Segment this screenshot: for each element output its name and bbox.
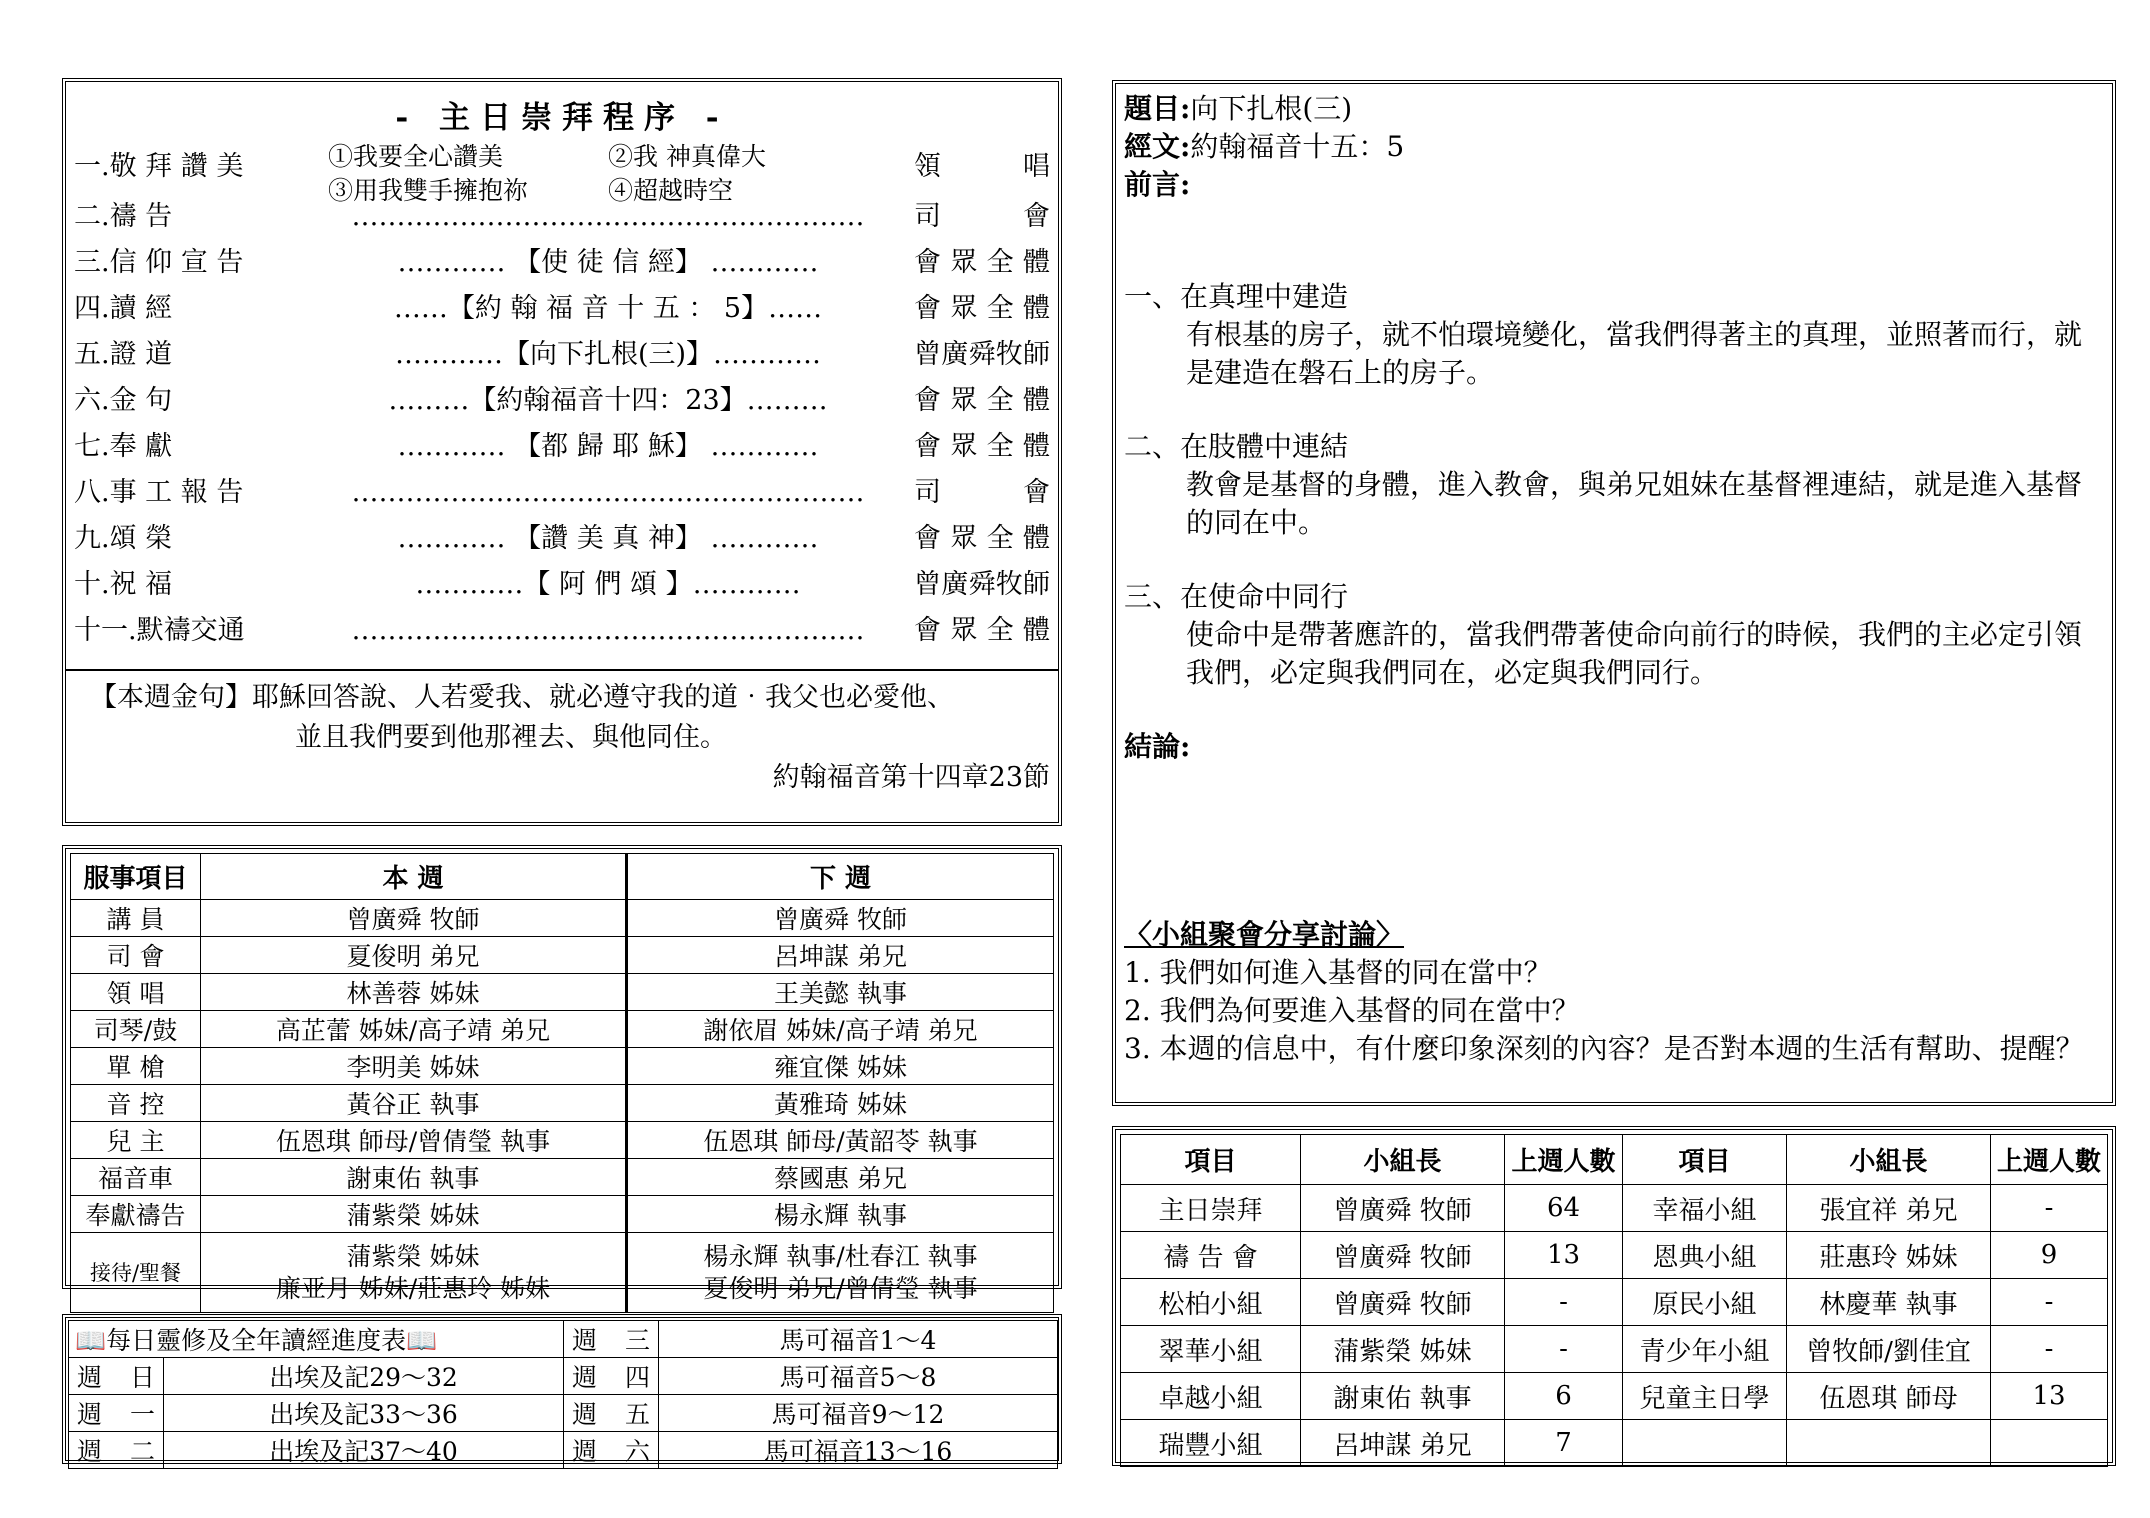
table-row bbox=[69, 1432, 1058, 1469]
group-leader: 張宜祥 弟兄 bbox=[1787, 1185, 1991, 1232]
this-week-cell: 謝東佑 執事 bbox=[201, 1159, 627, 1196]
this-week-cell: 高芷蕾 姊妹/高子靖 弟兄 bbox=[201, 1011, 627, 1048]
verse-reference: 約翰福音第十四章23節 bbox=[772, 762, 1050, 793]
weekly-verse bbox=[90, 678, 1050, 798]
reading-passage: 馬可福音1～4 bbox=[659, 1321, 1058, 1358]
order-item-leader: 會眾全體 bbox=[914, 523, 1050, 554]
table-row bbox=[71, 1011, 1054, 1048]
point-title: 三、在使命中同行 bbox=[1124, 580, 1349, 613]
verse-line-1: 【本週金句】耶穌回答說、人若愛我、就必遵守我的道‧我父也必愛他、 bbox=[90, 682, 954, 713]
order-item-detail: ……【約 翰 福 音 十 五 ： 5】…… bbox=[393, 293, 823, 324]
group-leader: 呂坤謀 弟兄 bbox=[1301, 1420, 1505, 1467]
table-row bbox=[71, 974, 1054, 1011]
order-item-leader: 會眾全體 bbox=[914, 247, 1050, 278]
group-name: 主日崇拜 bbox=[1121, 1185, 1301, 1232]
sermon-conclusion bbox=[1124, 728, 1190, 766]
verse-line-2: 並且我們要到他那裡去、與他同住。 bbox=[295, 722, 727, 753]
order-item-name: 七.奉 獻 bbox=[74, 431, 173, 462]
group-name: 兒童主日學 bbox=[1623, 1373, 1787, 1420]
this-week-cell: 黃谷正 執事 bbox=[201, 1085, 627, 1122]
column-header: 項目 bbox=[1623, 1135, 1787, 1185]
group-name: 禱 告 會 bbox=[1121, 1232, 1301, 1279]
order-item-detail: ………【約翰福音十四：23】……… bbox=[388, 385, 828, 416]
table-row bbox=[69, 1321, 1058, 1358]
order-item-name: 一.敬 拜 讚 美 bbox=[74, 151, 244, 182]
hospitality-this-week-2: 廉亚月 姊妹/莊惠玲 姊妹 bbox=[275, 1273, 551, 1303]
sermon-scripture bbox=[1124, 128, 1404, 166]
order-item-leader: 會眾全體 bbox=[914, 431, 1050, 462]
topic-label: 題目: bbox=[1124, 92, 1191, 125]
order-item-name: 十一.默禱交通 bbox=[74, 615, 245, 646]
order-item-name: 四.讀 經 bbox=[74, 293, 173, 324]
next-week-cell: 呂坤謀 弟兄 bbox=[627, 937, 1054, 974]
table-row bbox=[71, 1159, 1054, 1196]
sermon-intro bbox=[1124, 166, 1190, 204]
this-week-cell: 伍恩琪 師母/曾倩瑩 執事 bbox=[201, 1122, 627, 1159]
column-header: 本 週 bbox=[201, 854, 627, 900]
table-row bbox=[71, 937, 1054, 974]
group-name: 卓越小組 bbox=[1121, 1373, 1301, 1420]
table-header-row bbox=[1121, 1135, 2108, 1185]
group-leader: 謝東佑 執事 bbox=[1301, 1373, 1505, 1420]
order-item-leader: 會眾全體 bbox=[914, 615, 1050, 646]
this-week-cell: 林善蓉 姊妹 bbox=[201, 974, 627, 1011]
group-name: 松柏小組 bbox=[1121, 1279, 1301, 1326]
table-row bbox=[1121, 1420, 2108, 1467]
reading-day: 週一 bbox=[69, 1395, 164, 1432]
group-name: 瑞豐小組 bbox=[1121, 1420, 1301, 1467]
group-leader: 曾牧師/劉佳宜 bbox=[1787, 1326, 1991, 1373]
order-item-name: 三.信 仰 宣 告 bbox=[74, 247, 244, 278]
reading-plan-panel bbox=[62, 1314, 1062, 1464]
next-week-cell: 蔡國惠 弟兄 bbox=[627, 1159, 1054, 1196]
group-leader: 林慶華 執事 bbox=[1787, 1279, 1991, 1326]
worship-order-panel bbox=[62, 78, 1062, 826]
role-cell: 司 會 bbox=[71, 937, 201, 974]
order-item bbox=[74, 424, 1050, 470]
order-item-detail: ………… 【讚 美 真 神】 ………… bbox=[397, 523, 819, 554]
attendance: - bbox=[1991, 1326, 2108, 1373]
reading-passage: 馬可福音9～12 bbox=[659, 1395, 1058, 1432]
group-name: 恩典小組 bbox=[1623, 1232, 1787, 1279]
hymn-3: ③用我雙手擁抱祢 bbox=[328, 176, 529, 205]
attendance bbox=[1991, 1420, 2108, 1467]
role-cell: 音 控 bbox=[71, 1085, 201, 1122]
scripture-label: 經文: bbox=[1124, 130, 1191, 163]
column-header: 小組長 bbox=[1787, 1135, 1991, 1185]
column-header: 服事項目 bbox=[71, 854, 201, 900]
hymn-1: ①我要全心讚美 bbox=[328, 142, 504, 171]
next-week-cell: 曾廣舜 牧師 bbox=[627, 900, 1054, 937]
sermon-notes-panel bbox=[1112, 80, 2116, 1106]
reading-day: 週五 bbox=[564, 1395, 659, 1432]
role-cell: 領 唱 bbox=[71, 974, 201, 1011]
discussion-question: 3. 本週的信息中，有什麼印象深刻的內容？是否對本週的生活有幫助、提醒？ bbox=[1124, 1032, 2084, 1065]
reading-day: 週日 bbox=[69, 1358, 164, 1395]
attendance: - bbox=[1505, 1279, 1623, 1326]
next-week-cell: 王美懿 執事 bbox=[627, 974, 1054, 1011]
reading-passage: 馬可福音13～16 bbox=[659, 1432, 1058, 1469]
group-name: 幸福小組 bbox=[1623, 1185, 1787, 1232]
table-row bbox=[69, 1358, 1058, 1395]
role-cell: 單 槍 bbox=[71, 1048, 201, 1085]
intro-label: 前言: bbox=[1124, 168, 1191, 201]
table-row bbox=[1121, 1185, 2108, 1232]
order-item-leader: 司會 bbox=[914, 477, 1050, 508]
reading-passage: 出埃及記37～40 bbox=[164, 1432, 564, 1469]
group-leader: 曾廣舜 牧師 bbox=[1301, 1279, 1505, 1326]
attendance: 13 bbox=[1991, 1373, 2108, 1420]
column-header: 上週人數 bbox=[1991, 1135, 2108, 1185]
hymn-2: ②我 神真偉大 bbox=[608, 142, 766, 171]
point-body: 使命中是帶著應許的，當我們帶著使命向前行的時候，我們的主必定引領我們，必定與我們同在，必定與我們同行。 bbox=[1186, 618, 2083, 689]
order-item bbox=[74, 562, 1050, 608]
table-row bbox=[1121, 1232, 2108, 1279]
order-item bbox=[74, 516, 1050, 562]
hospitality-next-week-2: 夏俊明 弟兄/曾倩瑩 執事 bbox=[703, 1273, 978, 1303]
attendance: 9 bbox=[1991, 1232, 2108, 1279]
order-item-name: 十.祝 福 bbox=[74, 569, 173, 600]
table-row bbox=[1121, 1326, 2108, 1373]
attendance: - bbox=[1991, 1185, 2108, 1232]
scripture-text: 約翰福音十五：5 bbox=[1190, 130, 1405, 163]
order-item-detail: ………………………………………………… bbox=[351, 477, 865, 508]
table-header-row bbox=[71, 854, 1054, 900]
column-header: 上週人數 bbox=[1505, 1135, 1623, 1185]
reading-day: 週二 bbox=[69, 1432, 164, 1469]
reading-plan-table bbox=[68, 1320, 1058, 1469]
reading-day: 週四 bbox=[564, 1358, 659, 1395]
point-title: 一、在真理中建造 bbox=[1124, 280, 1349, 313]
order-item bbox=[74, 194, 1050, 240]
point-body: 有根基的房子，就不怕環境變化，當我們得著主的真理，並照著而行，就是建造在磐石上的房子。 bbox=[1186, 318, 2083, 389]
point-title: 二、在肢體中連結 bbox=[1124, 430, 1349, 463]
attendance: 6 bbox=[1505, 1373, 1623, 1420]
order-item bbox=[74, 240, 1050, 286]
next-week-cell: 謝依眉 姊妹/高子靖 弟兄 bbox=[627, 1011, 1054, 1048]
attendance: - bbox=[1505, 1326, 1623, 1373]
role-cell: 司琴/鼓 bbox=[71, 1011, 201, 1048]
table-row bbox=[1121, 1373, 2108, 1420]
next-week-cell: 雍宜傑 姊妹 bbox=[627, 1048, 1054, 1085]
order-item-name: 五.證 道 bbox=[74, 339, 173, 370]
order-item-detail: ………………………………………………… bbox=[351, 615, 865, 646]
order-item-name: 九.頌 榮 bbox=[74, 523, 173, 554]
group-name: 青少年小組 bbox=[1623, 1326, 1787, 1373]
this-week-cell: 夏俊明 弟兄 bbox=[201, 937, 627, 974]
table-row bbox=[71, 1196, 1054, 1233]
attendance: - bbox=[1991, 1279, 2108, 1326]
group-name: 翠華小組 bbox=[1121, 1326, 1301, 1373]
divider bbox=[66, 669, 1058, 671]
order-item-leader: 司會 bbox=[914, 201, 1050, 232]
group-name bbox=[1623, 1420, 1787, 1467]
this-week-cell: 曾廣舜 牧師 bbox=[201, 900, 627, 937]
reading-passage: 馬可福音5～8 bbox=[659, 1358, 1058, 1395]
order-item bbox=[74, 378, 1050, 424]
group-leader bbox=[1787, 1420, 1991, 1467]
order-item bbox=[74, 144, 1050, 190]
discussion-question: 1. 我們如何進入基督的同在當中？ bbox=[1124, 956, 1552, 989]
column-header: 下 週 bbox=[627, 854, 1054, 900]
role-cell: 講 員 bbox=[71, 900, 201, 937]
order-item-detail: ………… 【都 歸 耶 穌】 ………… bbox=[397, 431, 819, 462]
role-cell: 福音車 bbox=[71, 1159, 201, 1196]
reading-plan-title: 📖每日靈修及全年讀經進度表📖 bbox=[69, 1321, 564, 1358]
order-item bbox=[74, 332, 1050, 378]
attendance: 64 bbox=[1505, 1185, 1623, 1232]
table-row bbox=[69, 1395, 1058, 1432]
order-item bbox=[74, 470, 1050, 516]
table-row bbox=[71, 900, 1054, 937]
column-header: 項目 bbox=[1121, 1135, 1301, 1185]
group-leader: 曾廣舜 牧師 bbox=[1301, 1185, 1505, 1232]
order-item-name: 六.金 句 bbox=[74, 385, 173, 416]
hymn-4: ④超越時空 bbox=[608, 176, 734, 205]
small-groups-panel bbox=[1112, 1126, 2116, 1466]
order-item bbox=[74, 608, 1050, 654]
order-item-detail: ………… 【使 徒 信 經】 ………… bbox=[397, 247, 819, 278]
discussion-question: 2. 我們為何要進入基督的同在當中？ bbox=[1124, 994, 1580, 1027]
attendance: 7 bbox=[1505, 1420, 1623, 1467]
table-row bbox=[71, 1122, 1054, 1159]
table-row bbox=[71, 1085, 1054, 1122]
next-week-cell: 黃雅琦 姊妹 bbox=[627, 1085, 1054, 1122]
group-leader: 伍恩琪 師母 bbox=[1787, 1373, 1991, 1420]
order-item-leader: 會眾全體 bbox=[914, 293, 1050, 324]
group-leader: 莊惠玲 姊妹 bbox=[1787, 1232, 1991, 1279]
next-week-cell: 楊永輝 執事 bbox=[627, 1196, 1054, 1233]
service-roster-panel bbox=[62, 845, 1062, 1303]
next-week-cell: 伍恩琪 師母/黃韶苓 執事 bbox=[627, 1122, 1054, 1159]
reading-passage: 出埃及記29～32 bbox=[164, 1358, 564, 1395]
table-row bbox=[71, 1233, 1054, 1313]
conclusion-label: 結論: bbox=[1124, 730, 1191, 763]
column-header: 小組長 bbox=[1301, 1135, 1505, 1185]
group-name: 原民小組 bbox=[1623, 1279, 1787, 1326]
reading-day: 週三 bbox=[564, 1321, 659, 1358]
order-item-leader: 曾廣舜牧師 bbox=[914, 339, 1050, 370]
order-item bbox=[74, 286, 1050, 332]
attendance: 13 bbox=[1505, 1232, 1623, 1279]
role-cell: 兒 主 bbox=[71, 1122, 201, 1159]
sermon-topic bbox=[1124, 90, 1352, 128]
discussion-title: 〈小組聚會分享討論〉 bbox=[1124, 918, 1405, 951]
role-cell: 奉獻禱告 bbox=[71, 1196, 201, 1233]
group-leader: 蒲紫榮 姊妹 bbox=[1301, 1326, 1505, 1373]
order-item-name: 八.事 工 報 告 bbox=[74, 477, 244, 508]
order-item-leader: 領唱 bbox=[914, 151, 1050, 182]
point-body: 教會是基督的身體，進入教會，與弟兄姐妹在基督裡連結，就是進入基督的同在中。 bbox=[1186, 468, 2083, 539]
order-item-detail: …………【向下扎根(三)】………… bbox=[394, 339, 822, 370]
hospitality-next-week-1: 楊永輝 執事/杜春江 執事 bbox=[703, 1241, 978, 1271]
table-row bbox=[71, 1048, 1054, 1085]
next-week-cell bbox=[627, 1233, 1054, 1313]
topic-text: 向下扎根(三) bbox=[1190, 92, 1353, 125]
order-item-detail: …………【 阿 們 頌 】………… bbox=[415, 569, 801, 600]
order-item-detail: ………………………………………………… bbox=[351, 201, 865, 232]
order-item-leader: 會眾全體 bbox=[914, 385, 1050, 416]
this-week-cell: 蒲紫榮 姊妹 bbox=[201, 1196, 627, 1233]
order-item-leader: 曾廣舜牧師 bbox=[914, 569, 1050, 600]
small-groups-table bbox=[1120, 1134, 2108, 1467]
service-roster-table bbox=[70, 853, 1054, 1313]
order-title: - 主日崇拜程序 - bbox=[395, 100, 729, 136]
order-item-name: 二.禱 告 bbox=[74, 201, 173, 232]
role-cell: 接待/聖餐 bbox=[71, 1233, 201, 1313]
reading-day: 週六 bbox=[564, 1432, 659, 1469]
this-week-cell: 李明美 姊妹 bbox=[201, 1048, 627, 1085]
this-week-cell bbox=[201, 1233, 627, 1313]
reading-passage: 出埃及記33～36 bbox=[164, 1395, 564, 1432]
table-row bbox=[1121, 1279, 2108, 1326]
group-leader: 曾廣舜 牧師 bbox=[1301, 1232, 1505, 1279]
hospitality-this-week-1: 蒲紫榮 姊妹 bbox=[346, 1241, 480, 1271]
